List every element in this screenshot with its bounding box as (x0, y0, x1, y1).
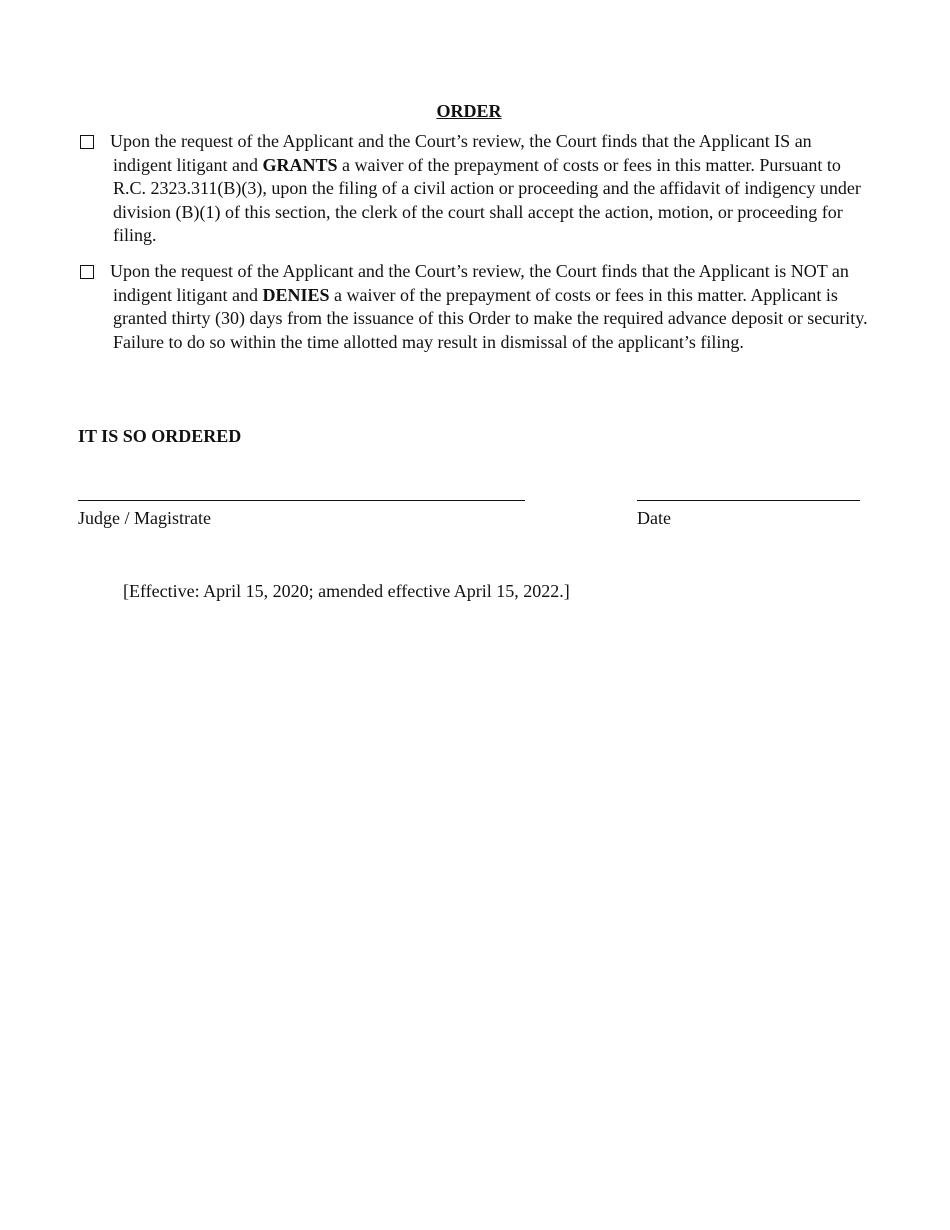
judge-signature-line[interactable] (78, 500, 525, 501)
judge-label: Judge / Magistrate (78, 508, 211, 528)
order-title: ORDER (436, 101, 502, 121)
grant-checkbox[interactable] (80, 135, 94, 149)
deny-rest: a waiver of the prepayment of costs or fees in this matter. Applicant is granted thirty (30) days from the issuance of this Order to make the required advance deposit or security. Failure to do so within the time allotted may result in dismissal of the applicant’s filing. (113, 284, 868, 352)
deny-checkbox[interactable] (80, 265, 94, 279)
deny-lead: Upon the request of the Applicant and the Court’s review, the Court finds that the Applicant is NOT an indigent litigant and (110, 261, 849, 305)
it-is-so-ordered: IT IS SO ORDERED (78, 426, 242, 446)
effective-note: [Effective: April 15, 2020; amended effective April 15, 2022.] (123, 581, 570, 601)
grant-option-text (110, 130, 875, 248)
grant-lead: Upon the request of the Applicant and the Court’s review, the Court finds that the Applicant IS an indigent litigant and (110, 131, 812, 175)
date-label: Date (637, 508, 671, 528)
grant-bold: GRANTS (262, 154, 338, 175)
date-signature-line[interactable] (637, 500, 860, 501)
grant-rest: a waiver of the prepayment of costs or fees in this matter. Pursuant to R.C. 2323.311(B)(3), upon the filing of a civil action or proceeding and the affidavit of indigency under division (B)(1) of this section, the clerk of the court shall accept the action, motion, or proceeding for filing. (113, 154, 861, 245)
deny-option-text (110, 260, 875, 354)
deny-bold: DENIES (262, 284, 330, 305)
